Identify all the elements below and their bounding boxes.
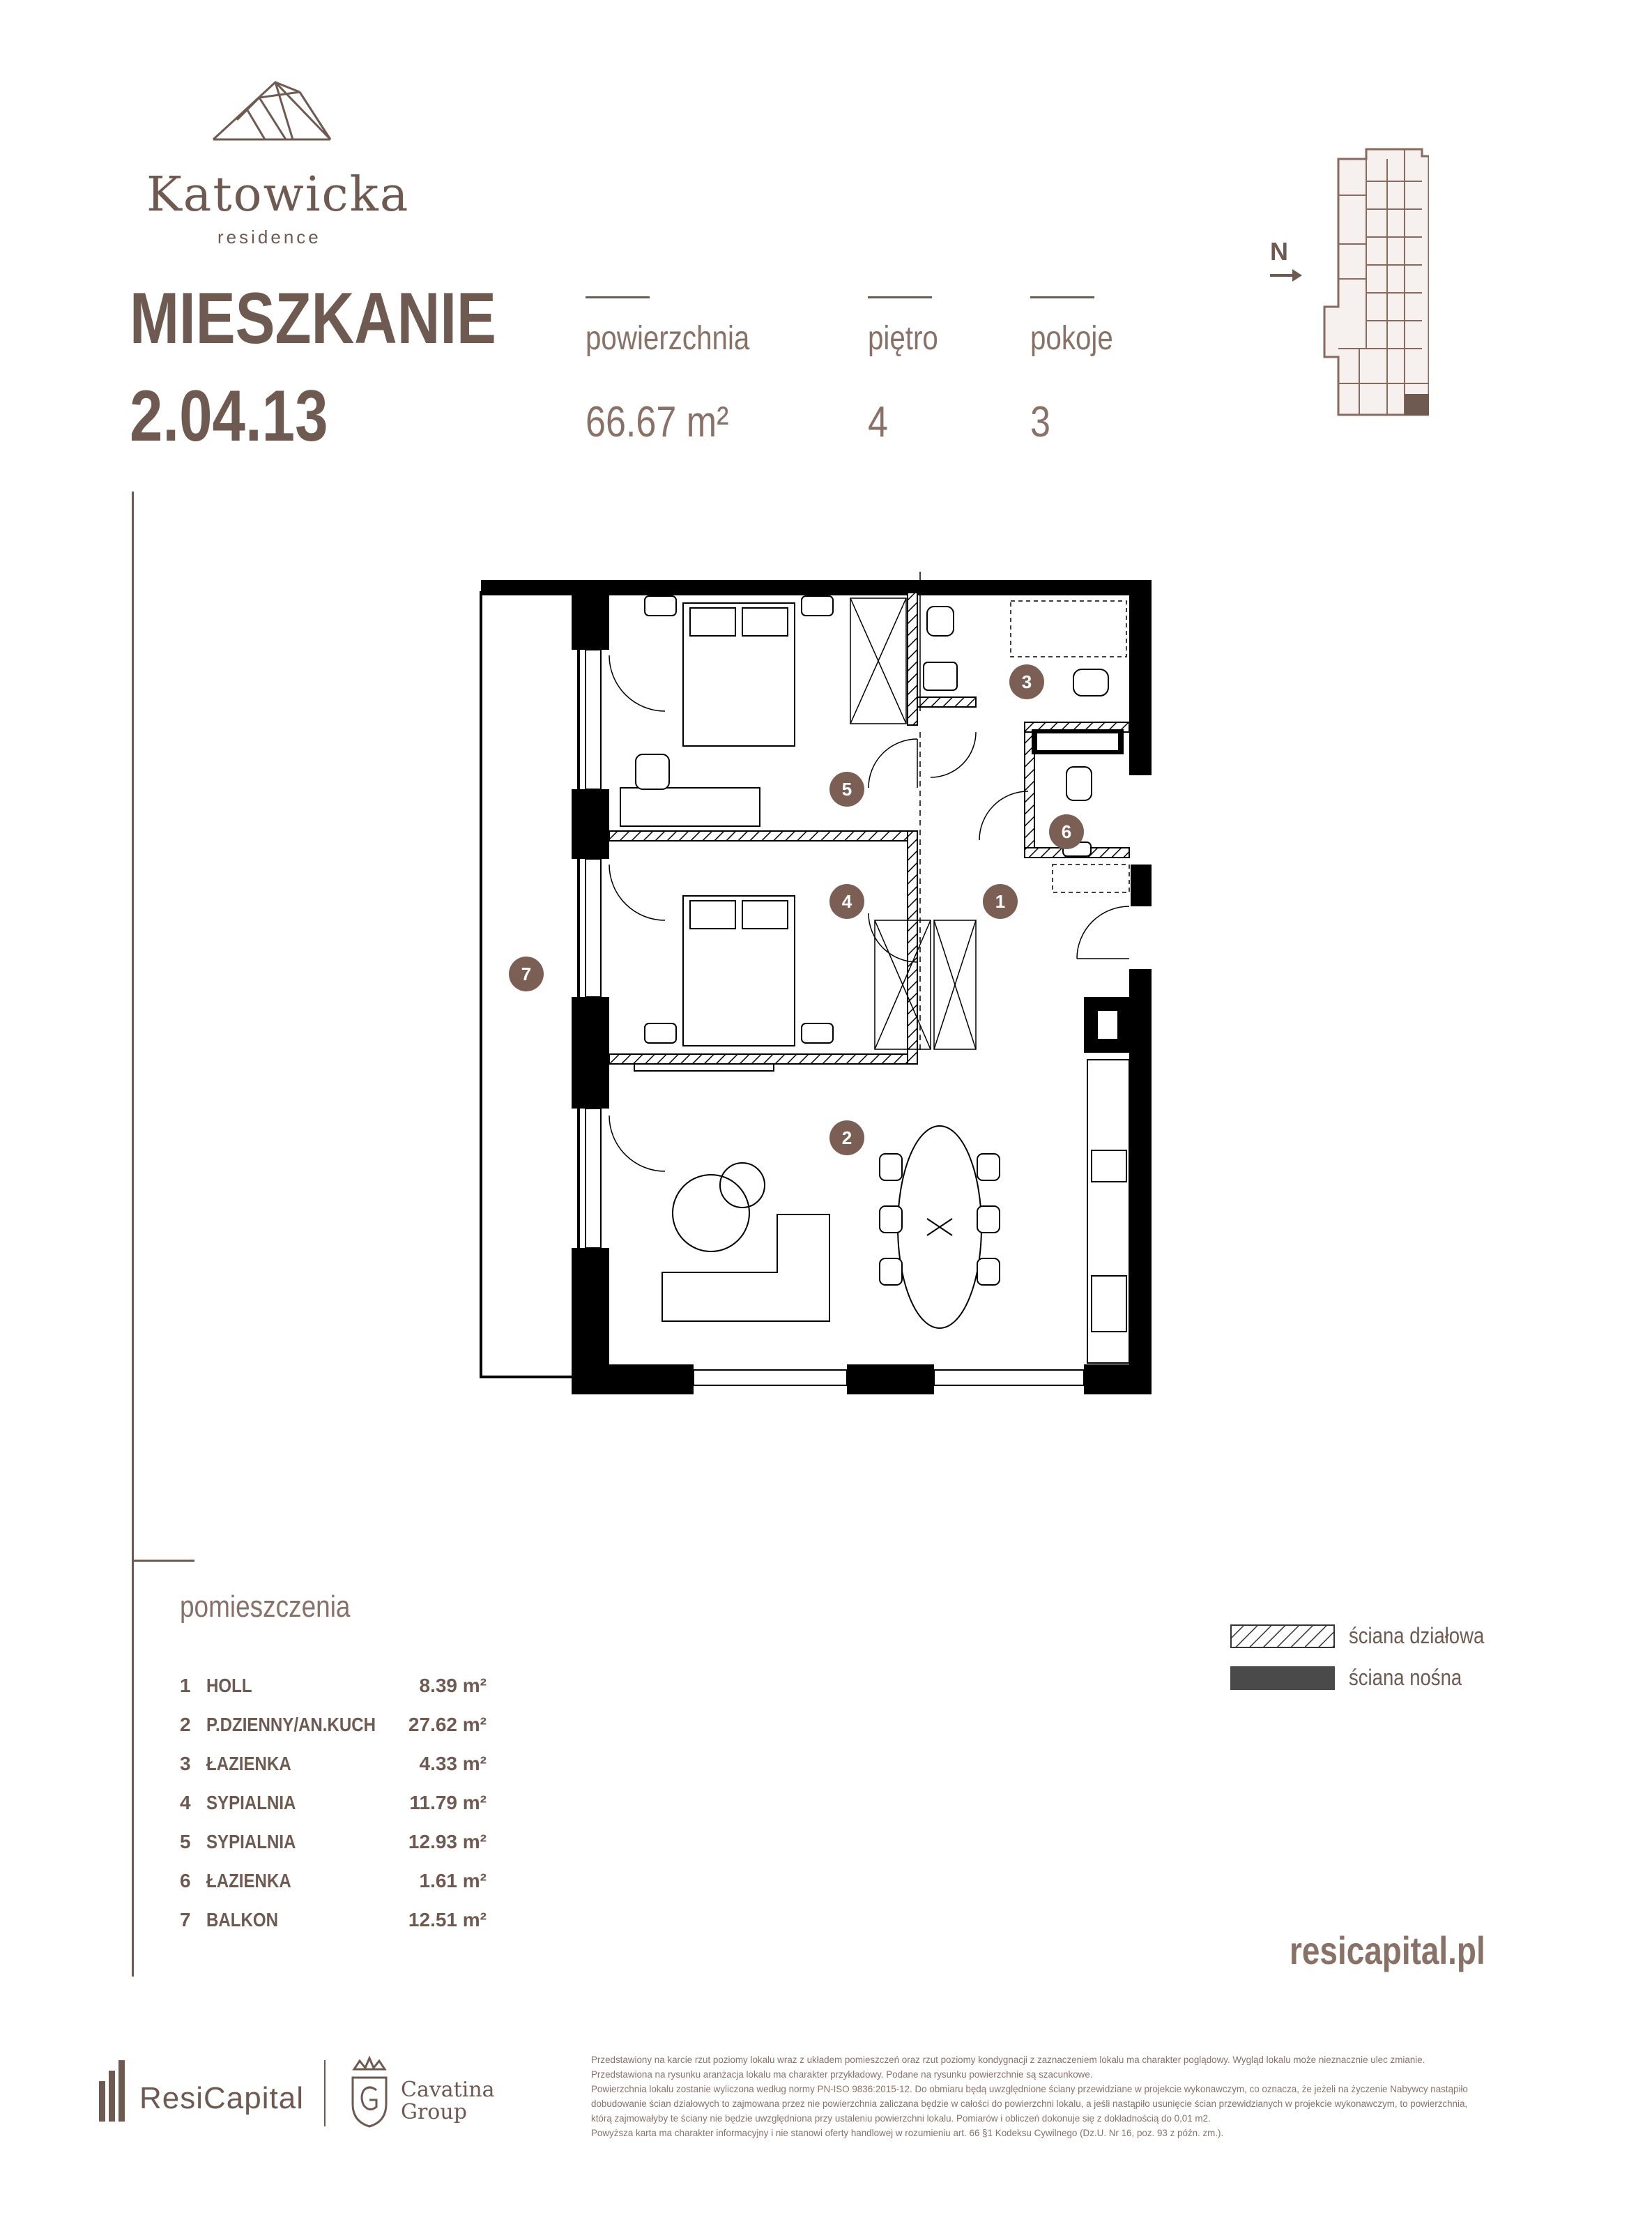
room-row <box>180 1753 487 1781</box>
stat-value-area: 66.67 m² <box>586 398 729 446</box>
cavatina-logo-text <box>401 2079 495 2123</box>
room-marker-2: 2 <box>829 1120 864 1155</box>
room-name: BALKON <box>206 1909 278 1931</box>
disclaimer-paragraph: Przedstawiony na karcie rzut poziomy lokalu wraz z układem pomieszczeń oraz rzut poziomy kondygnacji z zaznaczeniem lokalu ma charakter poglądowy. Wygląd lokalu może nieznacznie ulec zmianie. <box>591 2055 1425 2065</box>
brand-subtitle: residence <box>217 227 321 248</box>
stat-divider <box>1030 296 1094 298</box>
stat-label-rooms: pokoje <box>1030 320 1113 357</box>
room-name: ŁAZIENKA <box>206 1753 291 1774</box>
website-link[interactable]: resicapital.pl <box>1290 1928 1485 1972</box>
compass-label: N <box>1270 237 1288 266</box>
resicapital-logo-icon <box>98 2060 132 2123</box>
legend-swatch-partition <box>1230 1624 1335 1648</box>
north-arrow-icon <box>1269 265 1303 286</box>
rooms-divider <box>132 1560 194 1562</box>
disclaimer-paragraph: Przedstawiona na rysunku aranżacja lokalu ma charakter przykładowy. Podane na rysunku powierzchnie są szacunkowe. <box>591 2069 1093 2080</box>
key-plan-unit-highlight <box>1405 394 1429 415</box>
legend-label-partition: ściana działowa <box>1349 1623 1485 1648</box>
mountain-logo-icon <box>209 77 335 143</box>
apartment-title: MIESZKANIE <box>130 278 496 359</box>
cavatina-line2: Group <box>401 2099 467 2124</box>
room-area: 27.62 m² <box>408 1714 487 1735</box>
left-guide-line <box>132 492 134 1977</box>
disclaimer-paragraph: Powyższa karta ma charakter informacyjny i nie stanowi oferty handlowej w rozumieniu art. 66 §1 Kodeksu Cywilnego (Dz.U. Nr 16, poz. 93 z późn. zm.). <box>591 2128 1224 2138</box>
room-name: HOLL <box>206 1675 252 1696</box>
room-name: ŁAZIENKA <box>206 1870 291 1891</box>
stat-label-floor: piętro <box>868 320 938 357</box>
rooms-heading: pomieszczenia <box>180 1590 351 1624</box>
room-name: SYPIALNIA <box>206 1792 296 1813</box>
room-marker-4: 4 <box>829 884 864 919</box>
room-area: 12.93 m² <box>408 1831 487 1852</box>
room-marker-5: 5 <box>829 772 864 807</box>
disclaimer-paragraph: Powierzchnia lokalu zostanie wyliczona według normy PN-ISO 9836:2015-12. Do obmiaru będą uwzględnione ściany przewidziane w projekcie wykonawczym, co oznacza, że jeżeli na życzenie Nabywcy nastąpiło dobudowanie ścian działowych to zajmowana przez nie powierzchnia zaliczana będzie w całości do powierzchni lokalu, a jeśli nastąpiło usunięcie ścian przewidzianych w projekcie wykonawczym, to powierzchnia, którą zajmowałyby te ściany nie będzie uwzględniona przy ustaleniu powierzchni lokalu. Pomiarów i obliczeń dokonuje się z dokładnością do 0,01 m2. <box>591 2084 1468 2124</box>
cavatina-crest-icon <box>349 2055 390 2129</box>
room-number: 3 <box>180 1753 191 1774</box>
room-marker-3: 3 <box>1009 664 1044 699</box>
legend-label-loadbearing: ściana nośna <box>1349 1665 1462 1690</box>
room-row <box>180 1675 487 1703</box>
stat-value-floor: 4 <box>868 398 888 446</box>
stat-divider <box>586 296 650 298</box>
room-name: SYPIALNIA <box>206 1831 296 1852</box>
cavatina-line1: Cavatina <box>401 2078 495 2102</box>
room-row <box>180 1870 487 1898</box>
room-area: 8.39 m² <box>419 1675 487 1696</box>
room-row <box>180 1909 487 1937</box>
room-number: 4 <box>180 1792 191 1813</box>
resicapital-logo-text: ResiCapital <box>139 2081 304 2115</box>
footer-divider <box>324 2060 326 2126</box>
room-number: 1 <box>180 1675 191 1696</box>
room-number: 2 <box>180 1714 191 1735</box>
room-number: 5 <box>180 1831 191 1852</box>
room-marker-6: 6 <box>1049 814 1084 849</box>
room-row <box>180 1831 487 1859</box>
room-marker-7: 7 <box>509 957 544 991</box>
key-plan-icon <box>1317 139 1429 425</box>
apartment-number: 2.04.13 <box>130 376 328 457</box>
room-area: 1.61 m² <box>419 1870 487 1891</box>
stat-value-rooms: 3 <box>1030 398 1050 446</box>
stat-label-area: powierzchnia <box>586 320 750 357</box>
room-marker-1: 1 <box>983 884 1018 919</box>
room-name: P.DZIENNY/AN.KUCH <box>206 1714 376 1735</box>
brand-name: Katowicka <box>146 167 410 222</box>
room-area: 11.79 m² <box>409 1792 487 1813</box>
room-number: 7 <box>180 1909 191 1931</box>
room-area: 12.51 m² <box>408 1909 487 1931</box>
room-area: 4.33 m² <box>419 1753 487 1774</box>
disclaimer <box>591 2053 1490 2140</box>
room-number: 6 <box>180 1870 191 1891</box>
legend-swatch-loadbearing <box>1230 1666 1335 1690</box>
stat-divider <box>868 296 932 298</box>
floor-plan <box>474 572 1157 1408</box>
room-row <box>180 1714 487 1742</box>
room-row <box>180 1792 487 1820</box>
